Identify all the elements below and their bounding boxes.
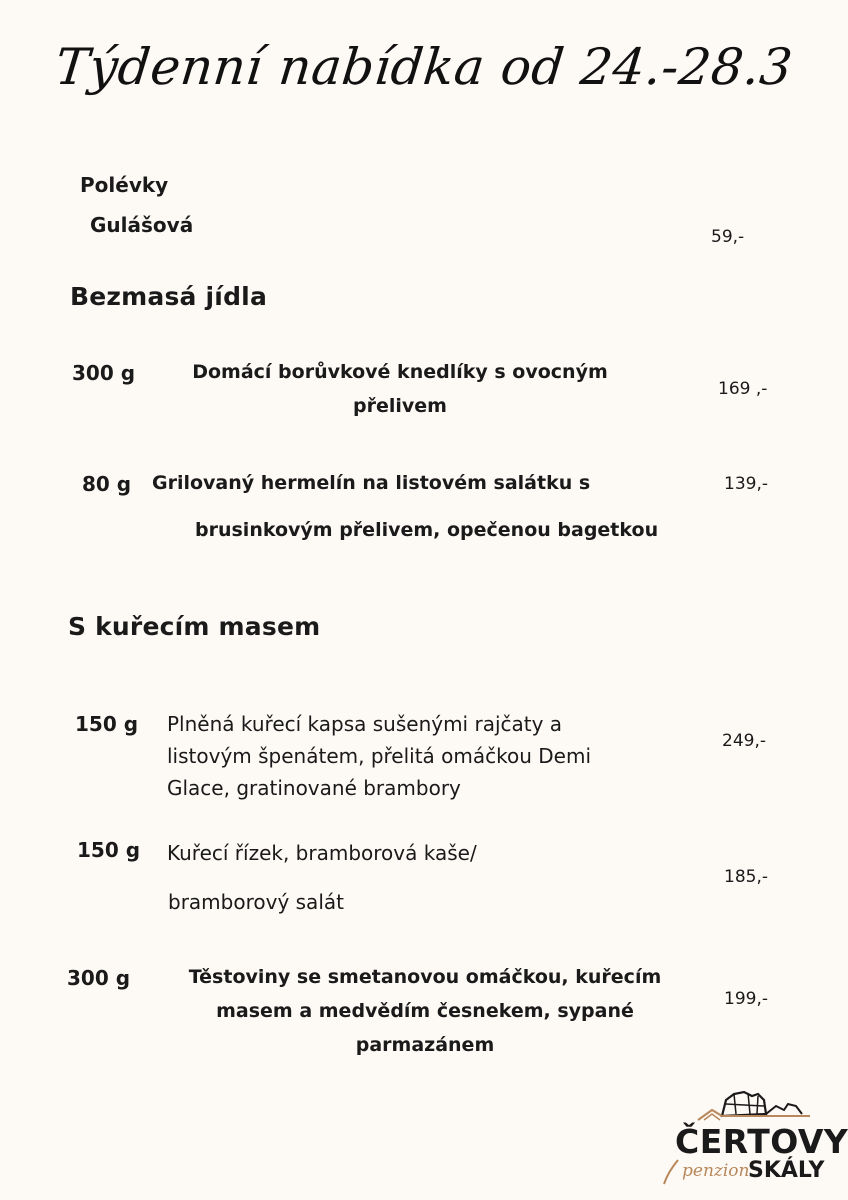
dish-line: Glace, gratinované brambory [167, 776, 461, 800]
dish-description [160, 355, 640, 423]
dish-line: Grilovaný hermelín na listovém salátku s [152, 472, 591, 494]
dish-line: Kuřecí řízek, bramborová kaše/ [167, 841, 477, 865]
dish-line: parmazánem [355, 1034, 495, 1056]
soup-item-price: 59,- [711, 227, 745, 247]
dish-line: listovým špenátem, přelitá omáčkou Demi [167, 744, 592, 768]
dish-line: Těstoviny se smetanovou omáčkou, kuřecím [188, 966, 662, 988]
dish-description [160, 960, 690, 1062]
dish-weight: 300 g [72, 361, 136, 385]
dish-price: 139,- [724, 474, 768, 494]
dish-weight: 150 g [75, 712, 139, 736]
dish-line: přelivem [353, 395, 447, 417]
dish-line: masem a medvědím česnekem, sypané [216, 1000, 634, 1022]
logo-text-skaly: SKÁLY [748, 1158, 825, 1183]
soups-heading: Polévky [80, 173, 169, 197]
chicken-heading: S kuřecím masem [68, 612, 321, 641]
logo-text-certovy: ČERTOVY [675, 1122, 848, 1161]
dish-price: 199,- [724, 989, 768, 1009]
meatless-heading: Bezmasá jídla [70, 282, 268, 311]
dish-price: 185,- [724, 867, 768, 887]
dish-line: Domácí borůvkové knedlíky s ovocným [192, 361, 608, 383]
dish-price: 169 ,- [718, 379, 768, 399]
dish-line: Plněná kuřecí kapsa sušenými rajčaty a [167, 712, 563, 736]
logo-text-penzion: penzion [682, 1161, 750, 1181]
dish-weight: 150 g [77, 838, 141, 862]
dish-weight: 300 g [67, 966, 131, 990]
dish-line: brusinkovým přelivem, opečenou bagetkou [195, 519, 659, 541]
page-title: Týdenní nabídka od 24.-28.3 [52, 38, 796, 96]
dish-line: bramborový salát [168, 890, 344, 914]
dish-weight: 80 g [82, 472, 132, 496]
dish-description [167, 708, 591, 804]
dish-price: 249,- [722, 731, 766, 751]
soup-item-name: Gulášová [90, 213, 194, 237]
